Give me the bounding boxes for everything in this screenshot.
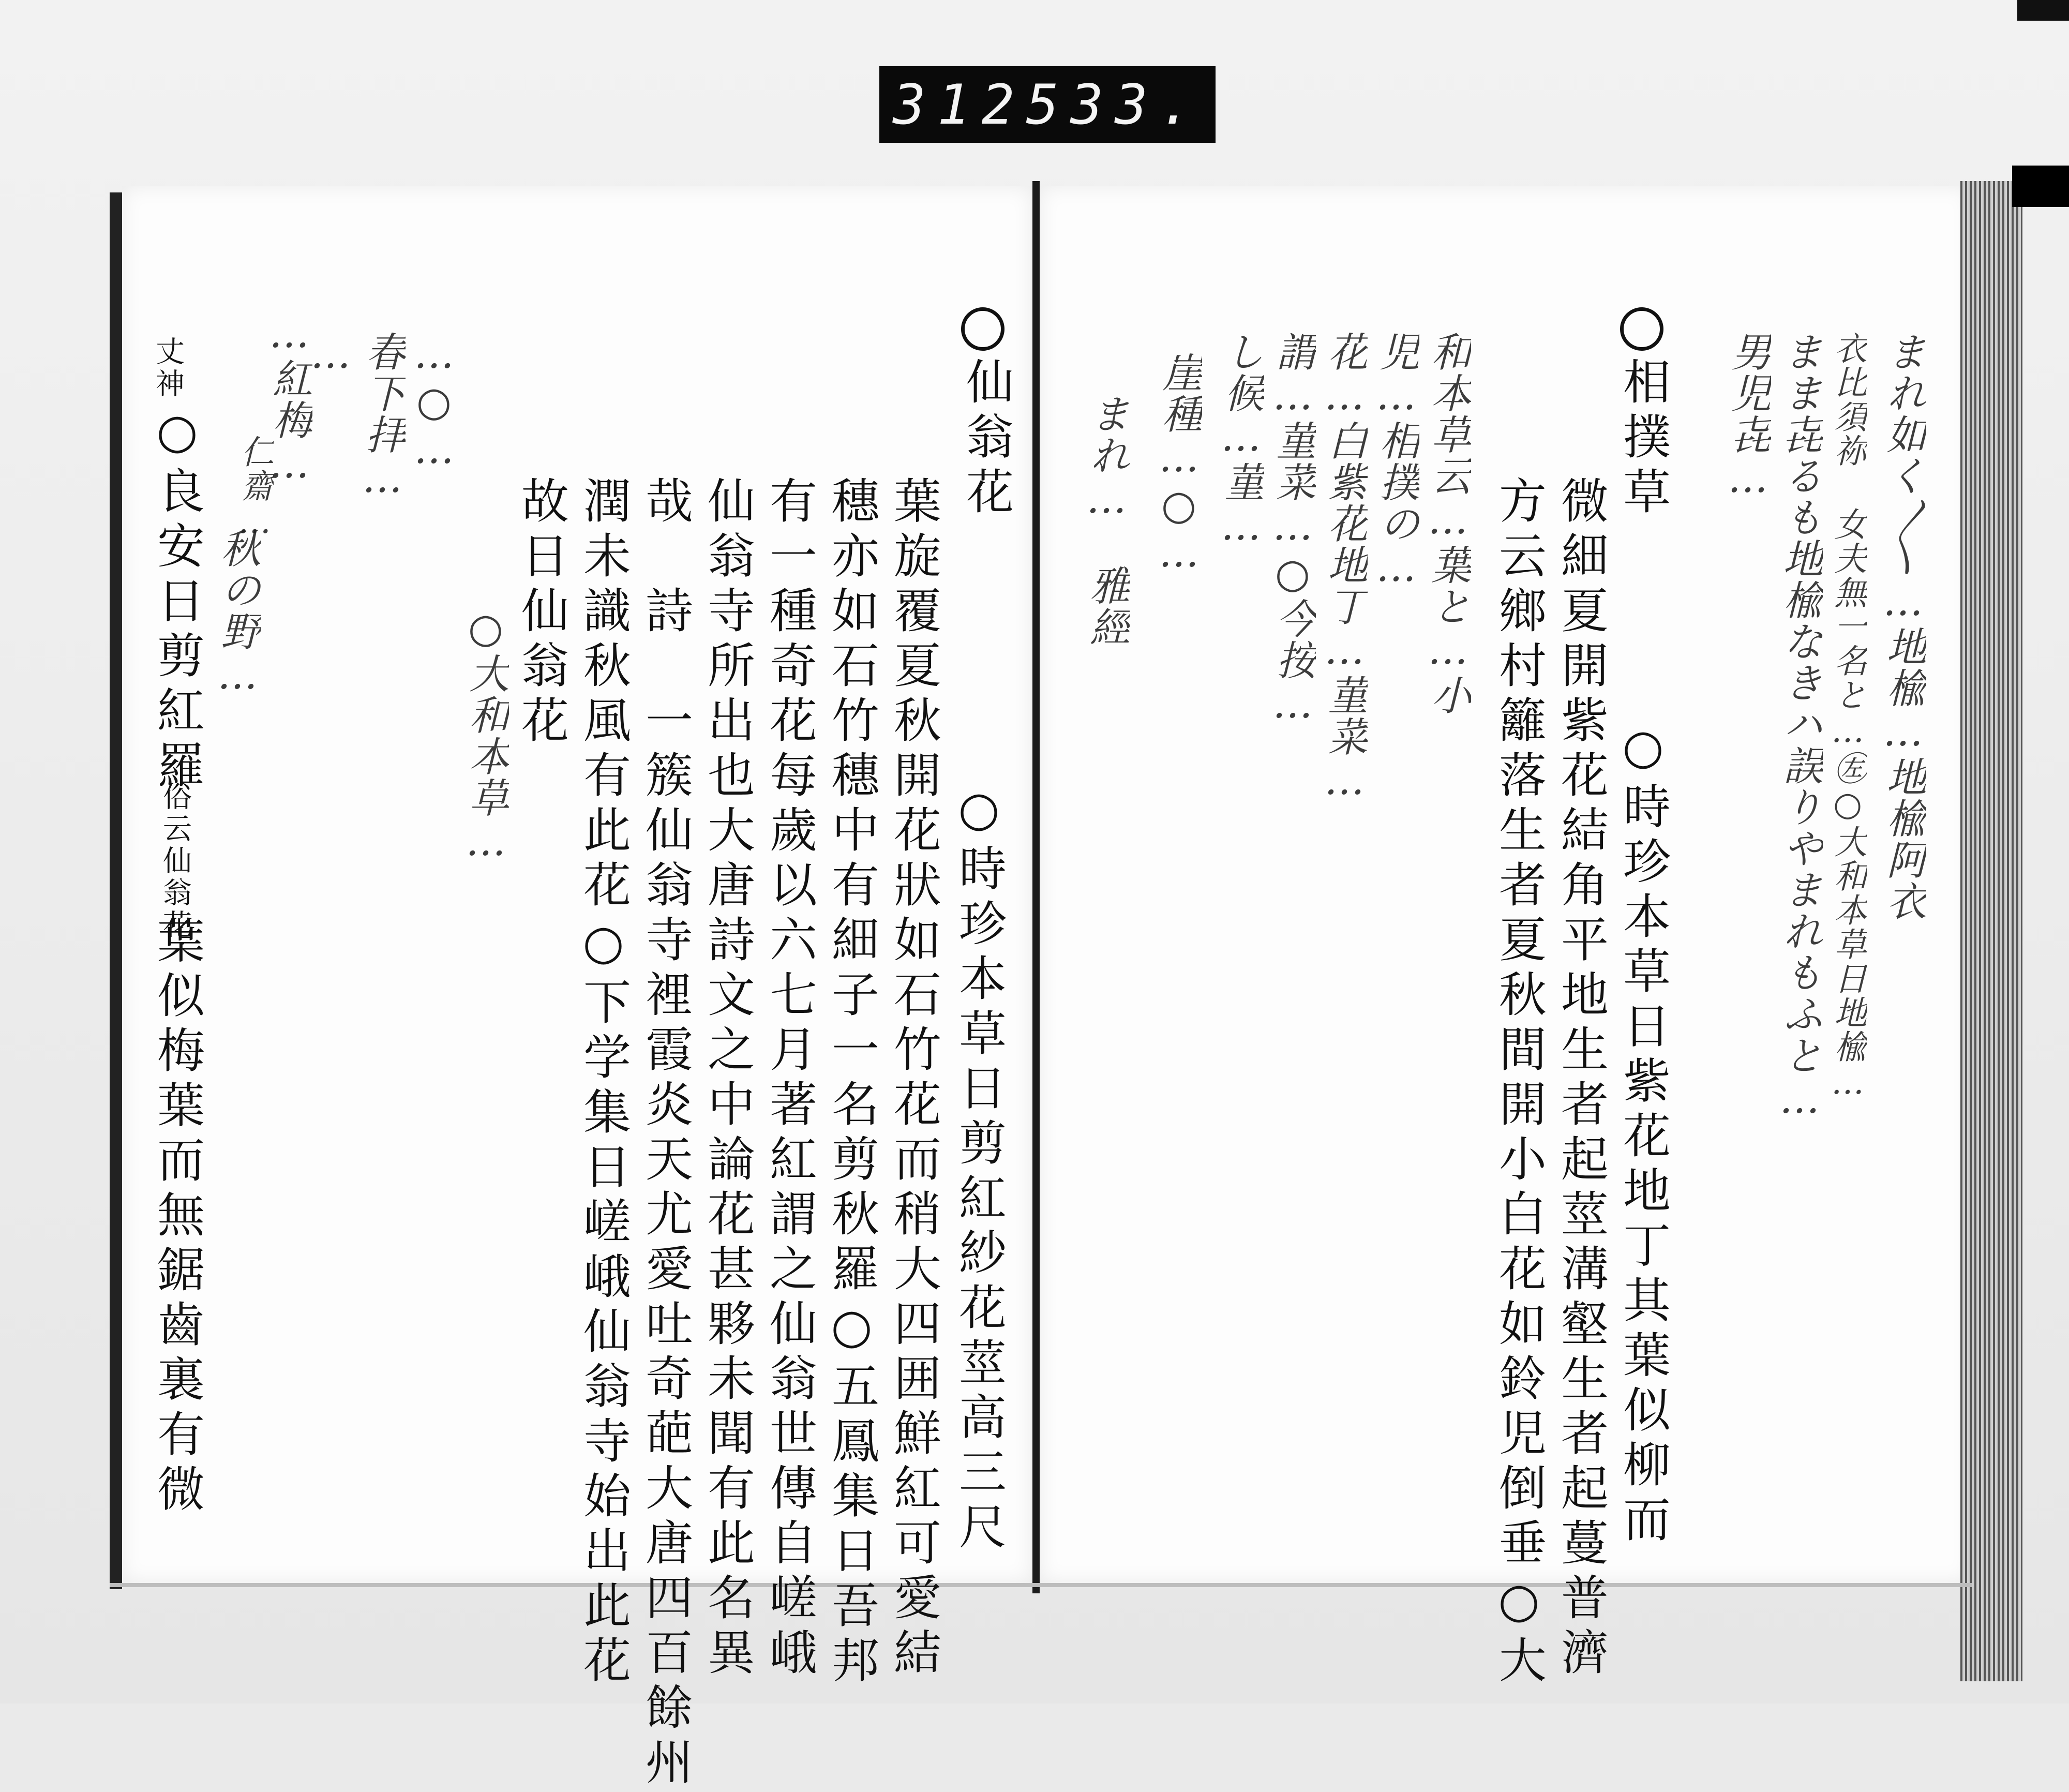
text-line: ○良安日剪紅羅 bbox=[149, 404, 205, 795]
handwritten-line: 男児㐂… bbox=[1725, 331, 1771, 503]
handwritten-line: 秋の野… bbox=[214, 528, 261, 699]
scan-corner-block bbox=[2012, 166, 2069, 207]
handwritten-line: 花…白紫花地丁…菫菜… bbox=[1321, 331, 1368, 805]
entry-title: 相撲草 bbox=[1615, 357, 1671, 521]
text-line: 哉 詩 一簇仙翁寺裡霞炎天尤愛吐奇葩大唐四百餘州 bbox=[638, 476, 693, 1792]
section-circle-mark bbox=[1620, 307, 1663, 351]
text-line: 方云鄉村籬落生者夏秋間開小白花如鈴児倒垂○大 bbox=[1491, 476, 1547, 1690]
handwritten-line: 崖種…○… bbox=[1156, 352, 1202, 577]
text-line: 仙翁寺所出也大唐詩文之中論花甚夥未聞有此名異 bbox=[700, 476, 755, 1682]
handwritten-line: 和本草云…葉と…小 bbox=[1425, 331, 1471, 716]
handwritten-line: 衣比須祢 女夫無一名と…㊧○大和本草日地楡… bbox=[1828, 331, 1867, 1103]
section-circle-mark bbox=[961, 307, 1004, 351]
handwritten-line: まれ… 雅經 bbox=[1083, 393, 1130, 648]
handwritten-line: 児…相撲の… bbox=[1373, 331, 1419, 592]
text-line: 葉似梅葉而無鋸齒裏有微 bbox=[149, 916, 205, 1519]
handwritten-line: … bbox=[307, 331, 354, 379]
text-line: 穗亦如石竹穗中有細子一名剪秋羅○五鳳集日吾邦 bbox=[824, 476, 879, 1690]
handwritten-line: 春下拝… bbox=[359, 331, 406, 503]
call-number-label bbox=[879, 66, 1216, 143]
page-bottom-edge bbox=[110, 1583, 1972, 1587]
book-gutter bbox=[1032, 181, 1040, 1593]
handwritten-line: …紅梅… bbox=[266, 310, 312, 488]
text-line: 潤未識秋風有此花○下学集日嵯峨仙翁寺始出此花 bbox=[576, 476, 631, 1690]
page-stack-edge bbox=[1960, 181, 2022, 1681]
call-number-right: 533. bbox=[1026, 72, 1204, 137]
entry-title: 仙翁花 bbox=[958, 357, 1014, 521]
handwritten-line: 謂…菫菜…○今按… bbox=[1269, 331, 1316, 728]
handwritten-line: 仁齋… bbox=[235, 435, 274, 542]
call-number-left: 312 bbox=[893, 72, 1026, 137]
text-line: ○時珍本草日紫花地丁其葉似柳而 bbox=[1615, 719, 1671, 1549]
text-line: 有一種奇花每歲以六七月著紅謂之仙翁世傳自嵯峨 bbox=[762, 476, 817, 1682]
text-line: 故日仙翁花 bbox=[514, 476, 569, 750]
inline-note: 俗云仙翁花 bbox=[158, 781, 192, 942]
text-line: 微細夏開紫花結角平地生者起莖溝壑生者起蔓普濟 bbox=[1553, 476, 1609, 1682]
text-line: 葉旋覆夏秋開花狀如石竹花而稍大四囲鮮紅可愛結 bbox=[886, 476, 941, 1682]
handwritten-line: し候…菫… bbox=[1218, 331, 1264, 550]
handwritten-line: …○… bbox=[411, 331, 457, 474]
scan-corner-mark bbox=[2017, 0, 2069, 21]
handwritten-line: まれ如く〱…地楡…地楡阿衣 bbox=[1880, 331, 1926, 922]
text-line: ○時珍本草日剪紅紗花莖高三尺 bbox=[951, 781, 1007, 1557]
handwritten-line: ○大和本草… bbox=[462, 605, 509, 866]
book-cover-edge bbox=[110, 192, 122, 1589]
marginal-note: 丈神 bbox=[151, 336, 185, 400]
handwritten-line: まま㐂るも地楡なきハ誤りやまれもふと… bbox=[1776, 331, 1823, 1124]
